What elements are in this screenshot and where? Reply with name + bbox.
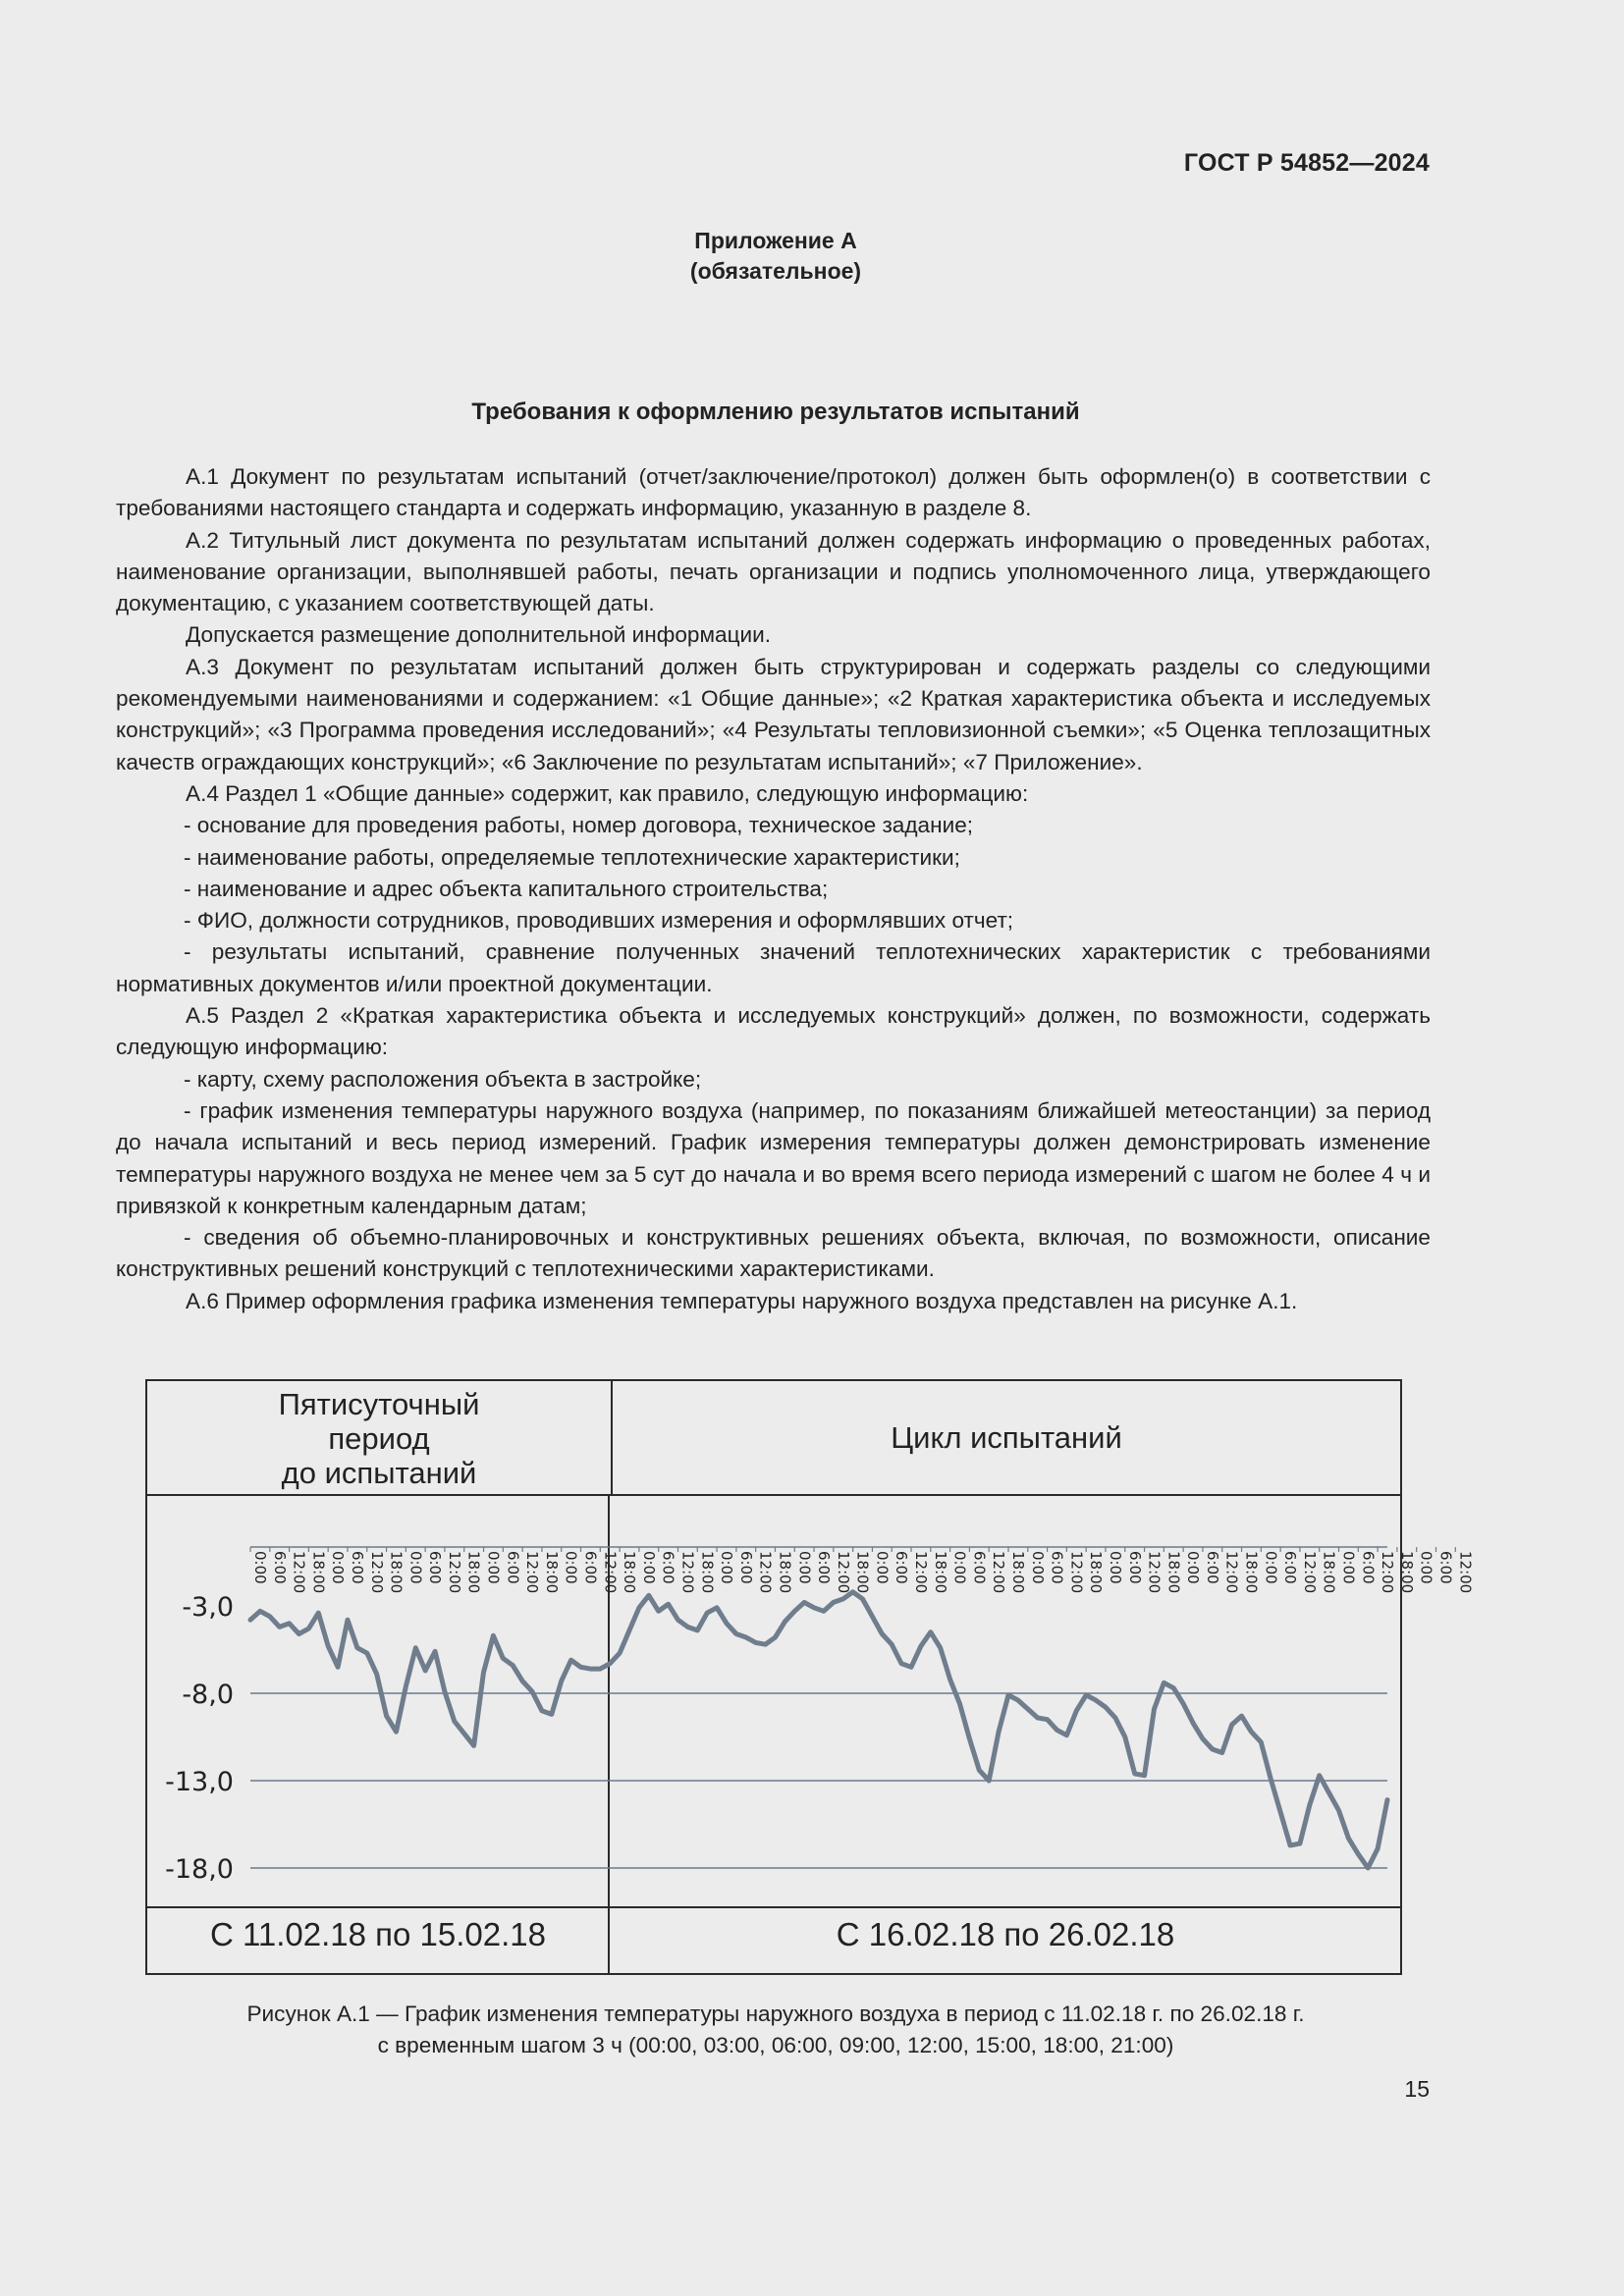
figure-a1 (145, 1379, 1475, 1975)
x-tick-label: 0:00 (406, 1551, 425, 1584)
figure-header-line: до испытаний (281, 1455, 477, 1490)
x-tick-label: 6:00 (581, 1551, 600, 1584)
x-tick-label: 0:00 (251, 1551, 269, 1584)
x-tick-label: 0:00 (718, 1551, 736, 1584)
x-tick-label: 6:00 (659, 1551, 677, 1584)
x-tick-label: 12:00 (367, 1551, 386, 1594)
x-tick-label: 0:00 (1028, 1551, 1047, 1584)
x-tick-label: 6:00 (348, 1551, 366, 1584)
page-number: 15 (1404, 2076, 1430, 2102)
x-tick-label: 18:00 (1009, 1551, 1027, 1594)
x-tick-label: 18:00 (698, 1551, 717, 1594)
appendix-status: (обязательное) (689, 258, 862, 284)
figure-caption-line-1: Рисунок А.1 — График изменения температуры наружного воздуха в период с 11.02.18 г. по 26.02.18 г. (246, 2002, 1305, 2026)
y-tick-label: -8,0 (182, 1680, 234, 1710)
x-tick-label: 12:00 (990, 1551, 1008, 1594)
x-tick-label: 0:00 (1184, 1551, 1203, 1584)
x-tick-label: 12:00 (1145, 1551, 1164, 1594)
x-tick-label: 18:00 (1397, 1551, 1416, 1594)
x-tick-label: 6:00 (1203, 1551, 1221, 1584)
x-tick-label: 0:00 (639, 1551, 658, 1584)
x-tick-label: 18:00 (621, 1551, 639, 1594)
paragraph-a2: А.2 Титульный лист документа по результатам испытаний должен содержать информацию о проведенных работах, наименование организации, выполнявшей работы, печать организации и подпись уполномоченного лица, утверждающего документацию, с указанием соответствующей даты. (116, 527, 1431, 616)
x-tick-label: 0:00 (950, 1551, 969, 1584)
list-item: - ФИО, должности сотрудников, проводивших измерения и оформлявших отчет; (184, 908, 1014, 934)
figure-caption (0, 1999, 1551, 2061)
figure-header-test-cycle: Цикл испытаний (891, 1420, 1122, 1455)
x-tick-label: 18:00 (309, 1551, 328, 1594)
x-tick-label: 12:00 (834, 1551, 852, 1594)
x-tick-label: 0:00 (329, 1551, 348, 1584)
x-tick-label: 12:00 (756, 1551, 775, 1594)
paragraph-a1: А.1 Документ по результатам испытаний (отчет/заключение/протокол) должен быть оформлен(о) в соответствии с требованиями настоящего стандарта и содержать информацию, указанную в разделе 8. (116, 464, 1431, 521)
x-tick-label: 0:00 (1262, 1551, 1280, 1584)
x-tick-label: 0:00 (1417, 1551, 1435, 1584)
x-tick-label: 6:00 (736, 1551, 755, 1584)
list-item: - карту, схему расположения объекта в застройке; (184, 1066, 702, 1092)
x-tick-label: 0:00 (1339, 1551, 1358, 1584)
x-tick-label: 0:00 (795, 1551, 814, 1584)
x-tick-label: 12:00 (290, 1551, 308, 1594)
x-tick-label: 18:00 (387, 1551, 406, 1594)
x-tick-label: 18:00 (1242, 1551, 1261, 1594)
x-tick-label: 12:00 (523, 1551, 542, 1594)
figure-footer-test-cycle-dates: С 16.02.18 по 26.02.18 (836, 1916, 1175, 1952)
x-tick-label: 0:00 (562, 1551, 580, 1584)
y-tick-label: -13,0 (165, 1767, 234, 1797)
x-tick-label: 12:00 (678, 1551, 697, 1594)
standard-code: ГОСТ Р 54852—2024 (1183, 149, 1430, 177)
list-item: - основание для проведения работы, номер договора, техническое задание; (184, 813, 974, 838)
appendix-title: Приложение А (694, 228, 857, 253)
list-item: - наименование и адрес объекта капитального строительства; (184, 876, 829, 901)
x-tick-label: 0:00 (873, 1551, 892, 1584)
x-tick-label: 12:00 (912, 1551, 931, 1594)
appendix-heading (0, 226, 1551, 287)
x-tick-label: 6:00 (270, 1551, 289, 1584)
figure-header-line: Пятисуточный (278, 1386, 480, 1421)
x-tick-label: 12:00 (1300, 1551, 1319, 1594)
x-tick-label: 18:00 (776, 1551, 794, 1594)
section-title: Требования к оформлению результатов испытаний (471, 399, 1080, 425)
x-tick-label: 6:00 (1281, 1551, 1300, 1584)
x-tick-label: 12:00 (1379, 1551, 1397, 1594)
x-tick-label: 18:00 (1164, 1551, 1183, 1594)
x-tick-label: 6:00 (1436, 1551, 1455, 1584)
x-tick-label: 6:00 (426, 1551, 445, 1584)
list-item: - результаты испытаний, сравнение полученных значений теплотехнических характеристик с требованиями нормативных документов и/или проектной документации. (116, 939, 1431, 996)
x-tick-label: 18:00 (853, 1551, 872, 1594)
paragraph-a5: А.5 Раздел 2 «Краткая характеристика объекта и исследуемых конструкций» должен, по возможности, содержать следующую информацию: (116, 1003, 1431, 1060)
list-item: - график изменения температуры наружного воздуха (например, по показаниям ближайшей метеостанции) за период до начала испытаний и весь период измерений. График измерения температуры должен демонстрировать изменение температуры наружного воздуха не менее чем за 5 сут до начала и во время всего периода измерений с шагом не более 4 ч и привязкой к конкретным календарным датам; (116, 1097, 1431, 1218)
x-tick-label: 18:00 (542, 1551, 561, 1594)
x-tick-label: 6:00 (1048, 1551, 1066, 1584)
paragraph-a4: А.4 Раздел 1 «Общие данные» содержит, как правило, следующую информацию: (186, 780, 1029, 806)
x-tick-label: 6:00 (1125, 1551, 1144, 1584)
x-tick-label: 6:00 (504, 1551, 522, 1584)
x-tick-label: 12:00 (1067, 1551, 1086, 1594)
paragraph-a6: А.6 Пример оформления графика изменения температуры наружного воздуха представлен на рисунке А.1. (186, 1288, 1298, 1313)
x-tick-label: 6:00 (1359, 1551, 1378, 1584)
figure-caption-line-2: с временным шагом 3 ч (00:00, 03:00, 06:00, 09:00, 12:00, 15:00, 18:00, 21:00) (377, 2033, 1174, 2057)
list-item: - наименование работы, определяемые теплотехнические характеристики; (184, 844, 960, 870)
list-item: - сведения об объемно-планировочных и конструктивных решениях объекта, включая, по возможности, описание конструктивных решений конструкций с теплотехническими характеристиками. (116, 1225, 1431, 1282)
paragraph-extra-info: Допускается размещение дополнительной информации. (186, 622, 772, 648)
x-tick-label: 18:00 (931, 1551, 949, 1594)
figure-header-line: период (328, 1420, 430, 1456)
x-tick-label: 6:00 (815, 1551, 834, 1584)
x-tick-label: 6:00 (893, 1551, 911, 1584)
x-tick-label: 18:00 (1087, 1551, 1106, 1594)
y-tick-label: -3,0 (182, 1592, 234, 1623)
x-tick-label: 18:00 (464, 1551, 483, 1594)
temperature-chart (147, 1381, 1475, 1973)
paragraph-a3: А.3 Документ по результатам испытаний должен быть структурирован и содержать разделы со следующими рекомендуемыми наименованиями и содержанием: «1 Общие данные»; «2 Краткая характеристика объекта и исследуемых конструкций»; «3 Программа проведения исследований»; «4 Результаты тепловизионной съемки»; «5 Оценка теплозащитных качеств ограждающих конструкций»; «6 Заключение по результатам испытаний»; «7 Приложение». (116, 654, 1431, 774)
x-tick-label: 12:00 (1222, 1551, 1241, 1594)
x-tick-label: 18:00 (1320, 1551, 1338, 1594)
x-tick-label: 0:00 (1106, 1551, 1124, 1584)
x-tick-label: 12:00 (1456, 1551, 1475, 1594)
x-tick-label: 6:00 (970, 1551, 989, 1584)
x-tick-label: 12:00 (445, 1551, 463, 1594)
figure-footer-pre-period-dates: С 11.02.18 по 15.02.18 (209, 1916, 547, 1952)
temperature-series-line (250, 1592, 1387, 1868)
body-text (116, 461, 1431, 1317)
x-tick-label: 12:00 (601, 1551, 620, 1594)
y-tick-label: -18,0 (165, 1854, 234, 1885)
x-tick-label: 0:00 (484, 1551, 503, 1584)
